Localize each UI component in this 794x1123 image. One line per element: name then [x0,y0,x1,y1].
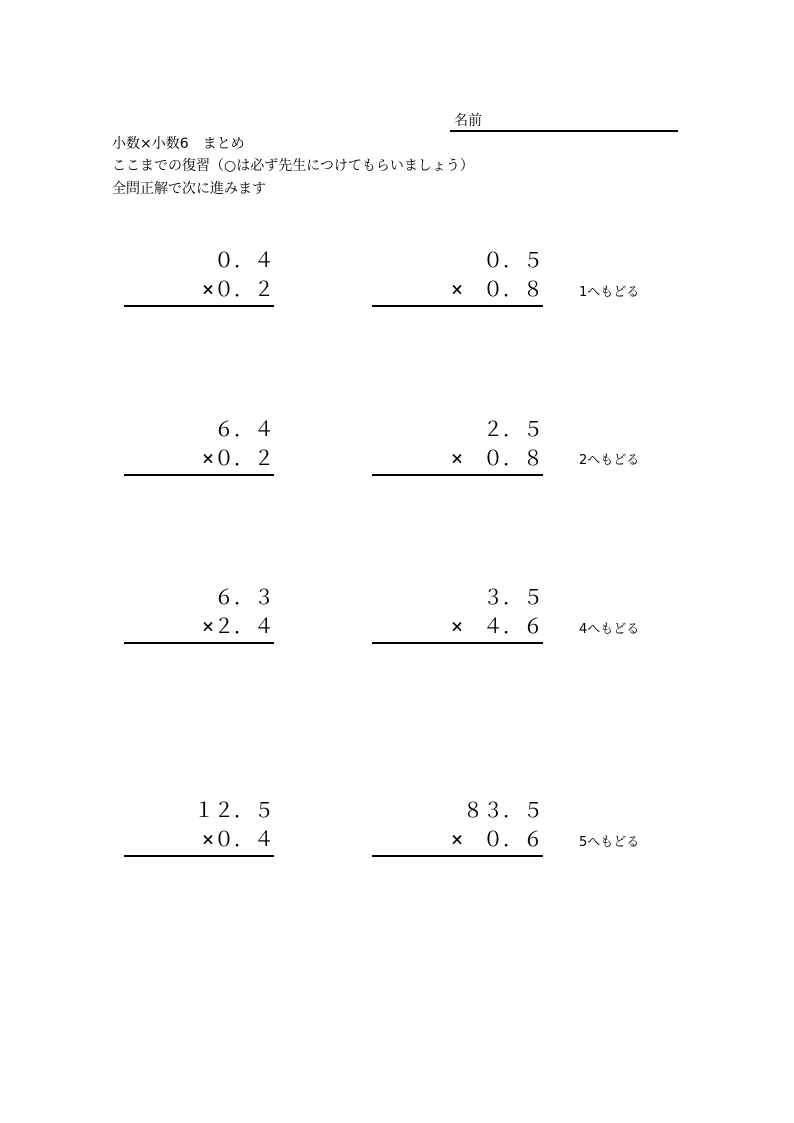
problem-multiplier: × ０．８ [450,446,543,470]
problem-multiplicand: ０．５ [483,248,543,272]
problem-multiplicand: ８３．５ [463,798,543,822]
problem-1-left [124,248,274,308]
answer-line [372,642,543,644]
answer-line [372,855,543,857]
problem-multiplicand: ３．５ [483,585,543,609]
back-link-2[interactable]: 2へもどる [579,453,640,468]
problem-multiplier: ×０．４ [201,827,274,851]
problem-multiplicand: １２．５ [194,798,274,822]
problem-3-left [124,585,274,645]
problem-multiplier: × ０．８ [450,277,543,301]
answer-line [124,305,274,307]
answer-line [372,474,543,476]
problem-1-right [372,248,543,308]
answer-line [372,305,543,307]
worksheet-instruction: ここまでの復習（○は必ず先生につけてもらいましょう） [112,158,474,174]
back-link-5[interactable]: 5へもどる [579,835,640,850]
problem-2-right [372,417,543,477]
problem-multiplier: ×０．２ [201,277,274,301]
back-link-1[interactable]: 1へもどる [579,285,640,300]
problem-multiplicand: ６．４ [214,417,274,441]
answer-line [124,642,274,644]
problem-4-left [124,798,274,858]
problem-4-right [372,798,543,858]
answer-line [124,474,274,476]
problem-multiplier: ×０．２ [201,446,274,470]
name-label: 名前 [454,113,482,129]
answer-line [124,855,274,857]
problem-multiplier: × ４．６ [450,614,543,638]
problem-multiplicand: ２．５ [483,417,543,441]
problem-multiplicand: ６．３ [214,585,274,609]
back-link-4[interactable]: 4へもどる [579,622,640,637]
problem-multiplier: × ０．６ [450,827,543,851]
problem-multiplier: ×２．４ [201,614,274,638]
worksheet-note: 全問正解で次に進みます [112,181,266,197]
name-line [450,130,678,132]
problem-multiplicand: ０．４ [214,248,274,272]
problem-2-left [124,417,274,477]
worksheet-title: 小数×小数6 まとめ [112,136,245,152]
problem-3-right [372,585,543,645]
